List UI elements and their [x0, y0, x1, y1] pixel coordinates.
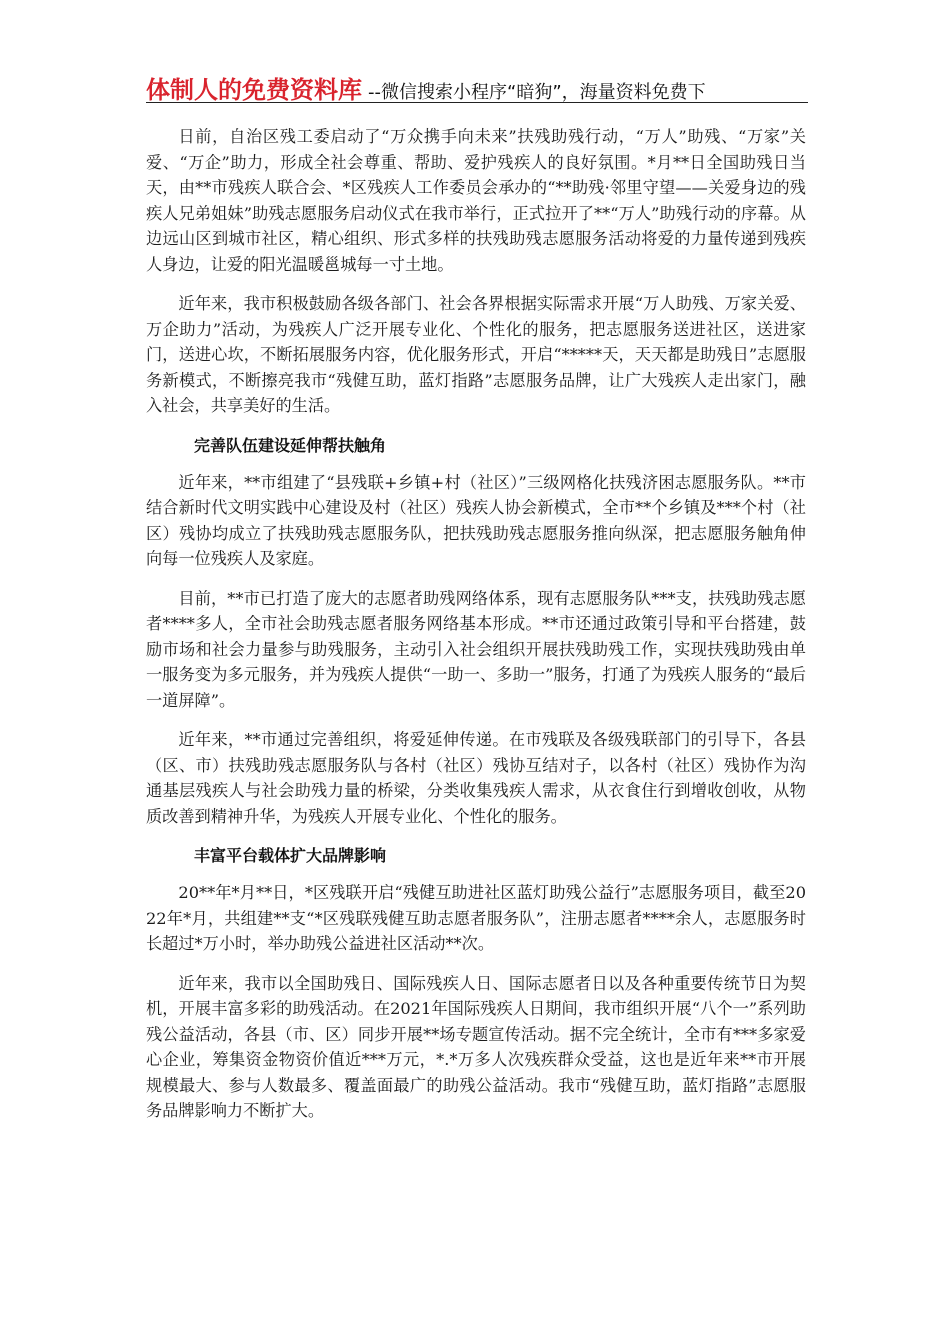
header-tagline: --微信搜索小程序“暗狗”，海量资料免费下 — [368, 82, 706, 103]
page-header — [146, 70, 806, 104]
paragraph-brand-project: 20**年*月**日，*区残联开启“残健互助进社区蓝灯助残公益行”志愿服务项目，截至2022年*月，共组建**支“*区残联残健互助志愿者服务队”，注册志愿者****余人，志愿服务时长超过*万小时，举办助残公益进社区活动**次。 — [146, 883, 806, 953]
section-heading-team: 完善队伍建设延伸帮扶触角 — [194, 435, 387, 455]
paragraph-intro: 日前，自治区残工委启动了“万众携手向未来”扶残助残行动，“万人”助残、“万家”关爱、“万企”助力，形成全社会尊重、帮助、爱护残疾人的良好氛围。*月**日全国助残日当天，由**市残疾人联合会、*区残疾人工作委员会承办的“**助残·邻里守望——关爱身边的残疾人兄弟姐妹”助残志愿服务启动仪式在我市举行，正式拉开了**“万人”助残行动的序幕。从边远山区到城市社区，精心组织、形式多样的扶残助残志愿服务活动将爱的力量传递到残疾人身边，让爱的阳光温暖邕城每一寸土地。 — [146, 127, 806, 274]
document-body — [146, 124, 806, 1138]
paragraph-overview: 近年来，我市积极鼓励各级各部门、社会各界根据实际需求开展“万人助残、万家关爱、万企助力”活动，为残疾人广泛开展专业化、个性化的服务，把志愿服务送进社区，送进家门，送进心坎，不断拓展服务内容，优化服务形式，开启“*****天，天天都是助残日”志愿服务新模式，不断擦亮我市“残健互助，蓝灯指路”志愿服务品牌，让广大残疾人走出家门，融入社会，共享美好的生活。 — [146, 294, 806, 415]
paragraph-team-grid: 近年来，**市组建了“县残联+乡镇+村（社区）”三级网格化扶残济困志愿服务队。**市结合新时代文明实践中心建设及村（社区）残疾人协会新模式，全市**个乡镇及***个村（社区）残协均成立了扶残助残志愿服务队，把扶残助残志愿服务推向纵深，把志愿服务触角伸向每一位残疾人及家庭。 — [146, 472, 806, 568]
paragraph-team-network: 目前，**市已打造了庞大的志愿者助残网络体系，现有志愿服务队***支，扶残助残志愿者****多人，全市社会助残志愿者服务网络基本形成。**市还通过政策引导和平台搭建，鼓励市场和社会力量参与助残服务，主动引入社会组织开展扶残助残工作，实现扶残助残由单一服务变为多元服务，并为残疾人提供“一助一、多助一”服务，打通了为残疾人服务的“最后一道屏障”。 — [146, 588, 806, 710]
paragraph-brand-activities: 近年来，我市以全国助残日、国际残疾人日、国际志愿者日以及各种重要传统节日为契机，开展丰富多彩的助残活动。在2021年国际残疾人日期间，我市组织开展“八个一”系列助残公益活动，各县（市、区）同步开展**场专题宣传活动。据不完全统计，全市有***多家爱心企业，筹集资金物资价值近***万元，*.*万多人次残疾群众受益，这也是近年来**市开展规模最大、参与人数最多、覆盖面最广的助残公益活动。我市“残健互助，蓝灯指路”志愿服务品牌影响力不断扩大。 — [146, 973, 806, 1120]
paragraph-team-pairing: 近年来，**市通过完善组织，将爱延伸传递。在市残联及各级残联部门的引导下，各县（区、市）扶残助残志愿服务队与各村（社区）残协互结对子，以各村（社区）残协作为沟通基层残疾人与社会助残力量的桥梁，分类收集残疾人需求，从衣食住行到增收创收，从物质改善到精神升华，为残疾人开展专业化、个性化的服务。 — [146, 730, 806, 826]
section-heading-brand: 丰富平台载体扩大品牌影响 — [194, 846, 387, 865]
header-divider — [146, 102, 808, 103]
header-brand: 体制人的免费资料库 — [146, 76, 362, 104]
